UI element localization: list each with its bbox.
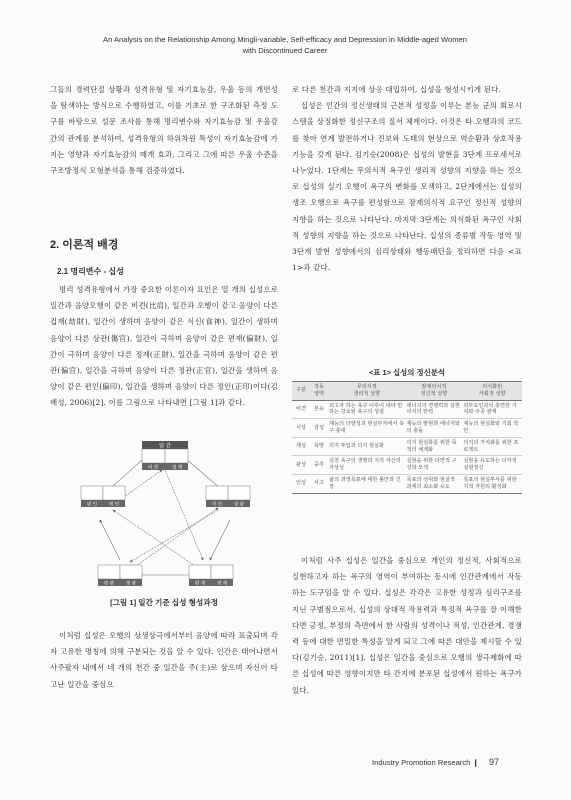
table-cell: 에너지의 경쟁력과 실현 의지의 탄력 <box>405 400 462 419</box>
paragraph-ten-gods-formation: 이처럼 십성은 오행의 상생상극에서부터 음양에 따라 표출되며 각자 고유한 명칭에 의해 구분되는 것을 알 수 있다. 인간은 태어나면서 사주팔자 내에서 네 개의 천간 중 일간을 주(主)로 삼으며 자신이 타고난 일간을 중심으 <box>50 631 278 689</box>
node-self-label: 일 간 <box>158 443 172 450</box>
table-row <box>292 474 522 493</box>
node-siksin: 식 신 <box>211 501 223 507</box>
table-caption: <표 1> 십성의 정신분석 <box>368 368 446 377</box>
table-cell: 중추 <box>310 456 328 475</box>
node-geopjae: 겁 재 <box>171 464 183 470</box>
table-cell: 본능 <box>310 400 328 419</box>
figure-caption: [그림 1] 일간 기준 십성 형성과정 <box>110 598 218 607</box>
table-header-cell: 잠재의식적 정신적 성향 <box>405 382 462 401</box>
left-column-bottom <box>50 628 278 693</box>
table-cell: 의지 투입과 의지 현실화 <box>328 437 405 456</box>
table-header-cell: 구분 <box>292 382 310 401</box>
table-cell: 의지의 가치화를 위한 프로젝트 <box>462 437 522 456</box>
table-cell: 욕망 <box>310 437 328 456</box>
table-cell: 식상 <box>292 419 310 438</box>
node-bigyeon: 비 견 <box>147 464 159 470</box>
table-cell: 실현을 유도하는 다각적 실현정신 <box>462 456 522 475</box>
table-cell: 재능의 현실화와 기회 착안 <box>462 419 522 438</box>
table-cell: 삶의 과정목표에 대한 불안과 긴장 <box>328 474 405 493</box>
table-header-cell: 의식화된 사회적 성향 <box>462 382 522 401</box>
analysis-table <box>292 381 522 494</box>
table-cell: 인성 <box>292 474 310 493</box>
table-row <box>292 456 522 475</box>
page-number: 97 <box>488 757 499 767</box>
table-cell: 실천 욕구의 생명과 지적 자산의 자상성 <box>328 456 405 475</box>
table-cell: 실현을 위한 다면적 구상과 모색 <box>405 456 462 475</box>
node-jaeseong <box>189 565 233 587</box>
running-header <box>40 35 530 56</box>
table-cell: 관성 <box>292 456 310 475</box>
paragraph-continuation: 로 다른 천간과 지지에 상응 대입하여, 십성을 형성시키게 된다. <box>292 85 501 94</box>
right-column-top <box>292 82 522 276</box>
table-cell: 목표의 성취와 현실적 과제의 최소화 유도 <box>405 474 462 493</box>
subsection-title: 2.1 명리변수 - 십성 <box>57 267 124 276</box>
table-row <box>292 419 522 438</box>
paragraph-intro: 그들의 경력단절 상황과 성격유형 및 자기효능감, 우울 등의 개연성을 탐색하는 방식으로 수행하였고, 이를 기초로 한 구조화된 측정 도구를 바탕으로 설문 조사를 통해 명리변수와 자기효능감 및 우울감 간의 관계를 분석하여, 성격유형의 하위차원 특성이 자기효능감에 가지는 영향과 자기효능감의 매개 효과, 그리고 그에 따른 우울 수준을 구조방정식 모형분석을 통해 검증하였다. <box>50 85 278 176</box>
node-gwanseong <box>98 565 142 587</box>
table-header-cell: 무의식적 생리적 성향 <box>328 382 405 401</box>
node-pyeonin: 편 인 <box>86 501 98 507</box>
paragraph-mental-structure: 십성은 인간의 정신생태의 근본적 성정을 이루는 본능 군의 회로시스템을 상징화한 정신구조의 질서 체계이다. 이것은 타 오행과의 코드를 찾아 연계 발전하거나 진보와 도태의 현상으로 역순환과 상호작용 기능을 갖게 된다. 김기승(2008)은 십성의 발현을 3단계 프로세서로 나누었다. 1단계는 무의식적 욕구인 생리적 성향의 지향을 하는 것으로 십성의 실기 오행이 욕구의 변화를 모색하고, 2단계에서는 십성의 생조 오행으로 욕구를 편성함으로 잠재의식적 요구인 정신적 성향의 지향을 하는 것으로 나타난다. 마지막 3단계는 의식화된 욕구인 사회적 성향의 지향을 하는 것으로 나타난다. 십성의 종류별 작동 영역 및 3단계 발현 성향에서의 심리상태와 행동패턴을 정리하면 다음 <표 1>과 같다. <box>292 101 522 273</box>
running-header-line2: with Discontinued Career <box>242 45 328 55</box>
running-header-line1: An Analysis on the Relationship Among Mingli-variable, Self-efficacy and Depression in Middle-aged Women <box>103 35 467 44</box>
table-cell: 목표의 현실투사를 위한 지적 자원의 활성화 <box>462 474 522 493</box>
table-cell: 감성 <box>310 419 328 438</box>
journal-name: Industry Promotion Research <box>372 758 471 767</box>
right-column-bottom <box>292 553 522 699</box>
node-self <box>142 441 188 471</box>
table-header-cell: 작동 영역 <box>310 382 328 401</box>
node-pyeonjae: 편 재 <box>194 580 206 586</box>
table-row <box>292 400 522 419</box>
table-row <box>292 437 522 456</box>
paragraph-conclusion: 이처럼 사주 십성은 일간을 중심으로 개인의 정신적, 사회적으로 실현하고자 하는 욕구의 영역이 부여하는 동시에 인간관계에서 작동하는 도구임을 알 수 있다. 십성은 각각은 고유한 성정과 심리구조를 지닌 구별점으로서, 십성의 상대적 작용력과 특징적 욕구를 잘 이해한다면 긍정, 부정의 측면에서 한 사람의 성격이나 적성, 인간관계, 경쟁력 등에 대한 면밀한 특성을 알게 되고 그에 따른 대안을 제시할 수 있다(김기승, 2011)[1]. 십성은 일간을 중심으로 오행의 생극제화에 따른 십성에 따른 영향이지만 타 간지에 분포된 십성에서 원하는 욕구가 있다. <box>292 556 522 695</box>
node-sanggwan: 상 관 <box>233 501 245 507</box>
node-siksang <box>206 486 250 508</box>
node-inseong <box>81 486 125 508</box>
table-cell: 비견 <box>292 400 310 419</box>
page-footer <box>372 757 499 767</box>
footer-divider: ❙ <box>472 758 479 767</box>
paragraph-ten-gods: 명리 성격유형에서 가장 중요한 이론이자 요인은 열 개의 십성으로 일간과 음양오행이 같은 비견(比肩), 일간과 오행이 같고 음양이 다른 겁재(劫財), 일간이 생하며 음양이 같은 식신(食神), 일간이 생하며 음양이 다른 상관(傷官), 일간이 극하며 음양이 같은 편재(偏財), 일간이 극하며 음양이 다른 정재(正財), 일간을 극하며 음양이 같은 편관(偏官), 일간을 극하며 음양이 다른 정관(正官), 일간을 생하며 음양이 같은 편인(偏印), 일간을 생하며 음양이 다른 정인(正印)이다(김배성, 2006)[2]. 이를 그림으로 나타내면 [그림 1]과 같다. <box>50 285 278 408</box>
section-title: 2. 이론적 배경 <box>50 239 119 251</box>
table-cell: 의지 현실화를 위한 목적의 체계화 <box>405 437 462 456</box>
table-cell: 재능의 발현과 에너지와의 충돌 <box>405 419 462 438</box>
table-cell: 사고 <box>310 474 328 493</box>
figure-diagram <box>78 440 253 590</box>
table-header-row <box>292 382 522 401</box>
node-jeongjae: 정 재 <box>216 580 228 586</box>
left-column-top <box>50 82 278 179</box>
node-pyeongwan: 편 관 <box>103 580 115 586</box>
table-cell: 재능의 다양성과 현실부자에서 욕구 충대 <box>328 419 405 438</box>
node-jeongin: 정 인 <box>108 501 120 507</box>
table-cell: 외고자 하는 욕구 이루어 내야 만 하는 강요된 욕구의 성질 <box>328 400 405 419</box>
table-cell: 외부요인과의 충면한 기여와 주종 관계 <box>462 400 522 419</box>
node-jeonggwan: 정 관 <box>125 580 137 586</box>
table-cell: 재성 <box>292 437 310 456</box>
left-column-mid <box>50 282 278 412</box>
